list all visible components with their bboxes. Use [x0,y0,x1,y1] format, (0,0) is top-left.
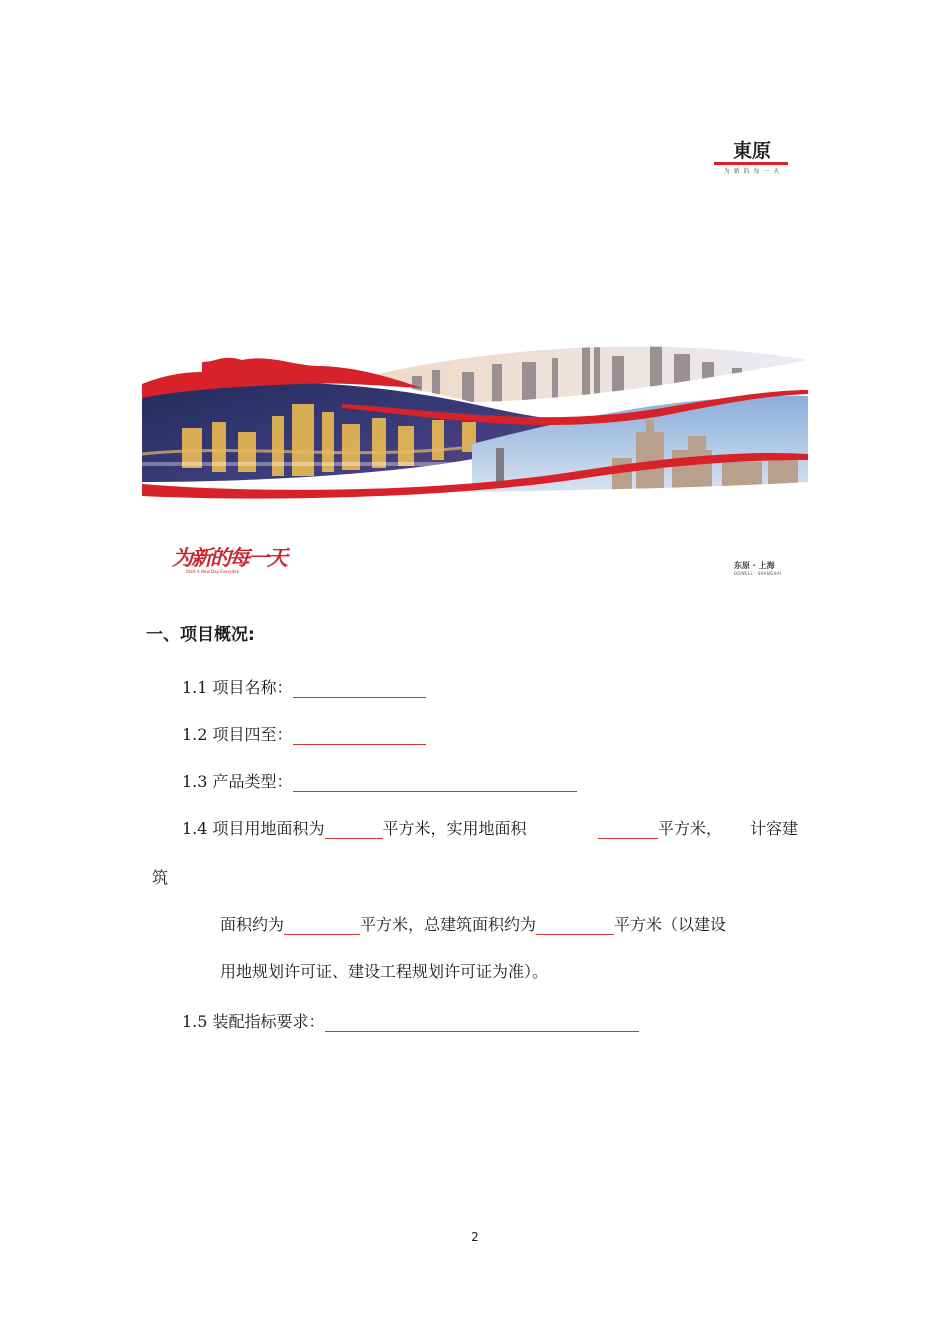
page-number: 2 [471,1230,479,1244]
item-text: 1.4 项目用地面积为 [182,819,325,838]
item-text: 平方米， [658,819,723,838]
item-project-name [182,678,426,698]
city-label [734,560,794,578]
item-area-line-2 [220,915,726,935]
fill-blank[interactable] [293,773,577,792]
fill-blank[interactable] [293,726,426,745]
section-heading: 一、项目概况: [146,625,255,645]
item-label: 1.3 产品类型： [182,772,293,791]
item-label: 1.5 装配指标要求： [182,1012,325,1031]
item-project-boundaries [182,725,426,745]
city-name: 东原 · 上海 [734,561,775,570]
item-area-wrap: 筑 [152,868,169,887]
fill-blank[interactable] [325,820,383,839]
city-english: DOWELL · SHANGHAI [734,571,782,576]
slogan-subtext: Start A New Day Everyday [186,569,239,574]
fill-blank[interactable] [598,820,658,839]
item-prefab-requirements [182,1012,639,1032]
brand-logo-tagline: 为 新 的 每 一 天 [723,168,781,175]
item-text: 平方米（以建设 [614,915,727,934]
brand-logo-bar [714,162,788,165]
item-area-line-1b [598,819,722,839]
fill-blank[interactable] [536,916,614,935]
brand-logo-text: 東原 [732,140,771,162]
item-area-line-3: 用地规划许可证、建设工程规划许可证为准）。 [220,962,549,981]
fill-blank[interactable] [293,679,426,698]
slogan-calligraphy [172,542,286,576]
item-area-line-1c: 计容建 [750,819,799,838]
slogan-text: 为新的每一天 [172,545,286,570]
item-product-type [182,772,577,792]
item-area-line-1 [182,819,527,839]
brand-logo [712,140,792,176]
item-text: 平方米，总建筑面积约为 [360,915,537,934]
fill-blank[interactable] [325,1013,639,1032]
city-skyline-banner [142,332,808,500]
item-text: 面积约为 [220,915,285,934]
item-label: 1.1 项目名称： [182,678,293,697]
item-label: 1.2 项目四至： [182,725,293,744]
item-text: 平方米，实用地面积 [382,819,527,838]
fill-blank[interactable] [284,916,360,935]
